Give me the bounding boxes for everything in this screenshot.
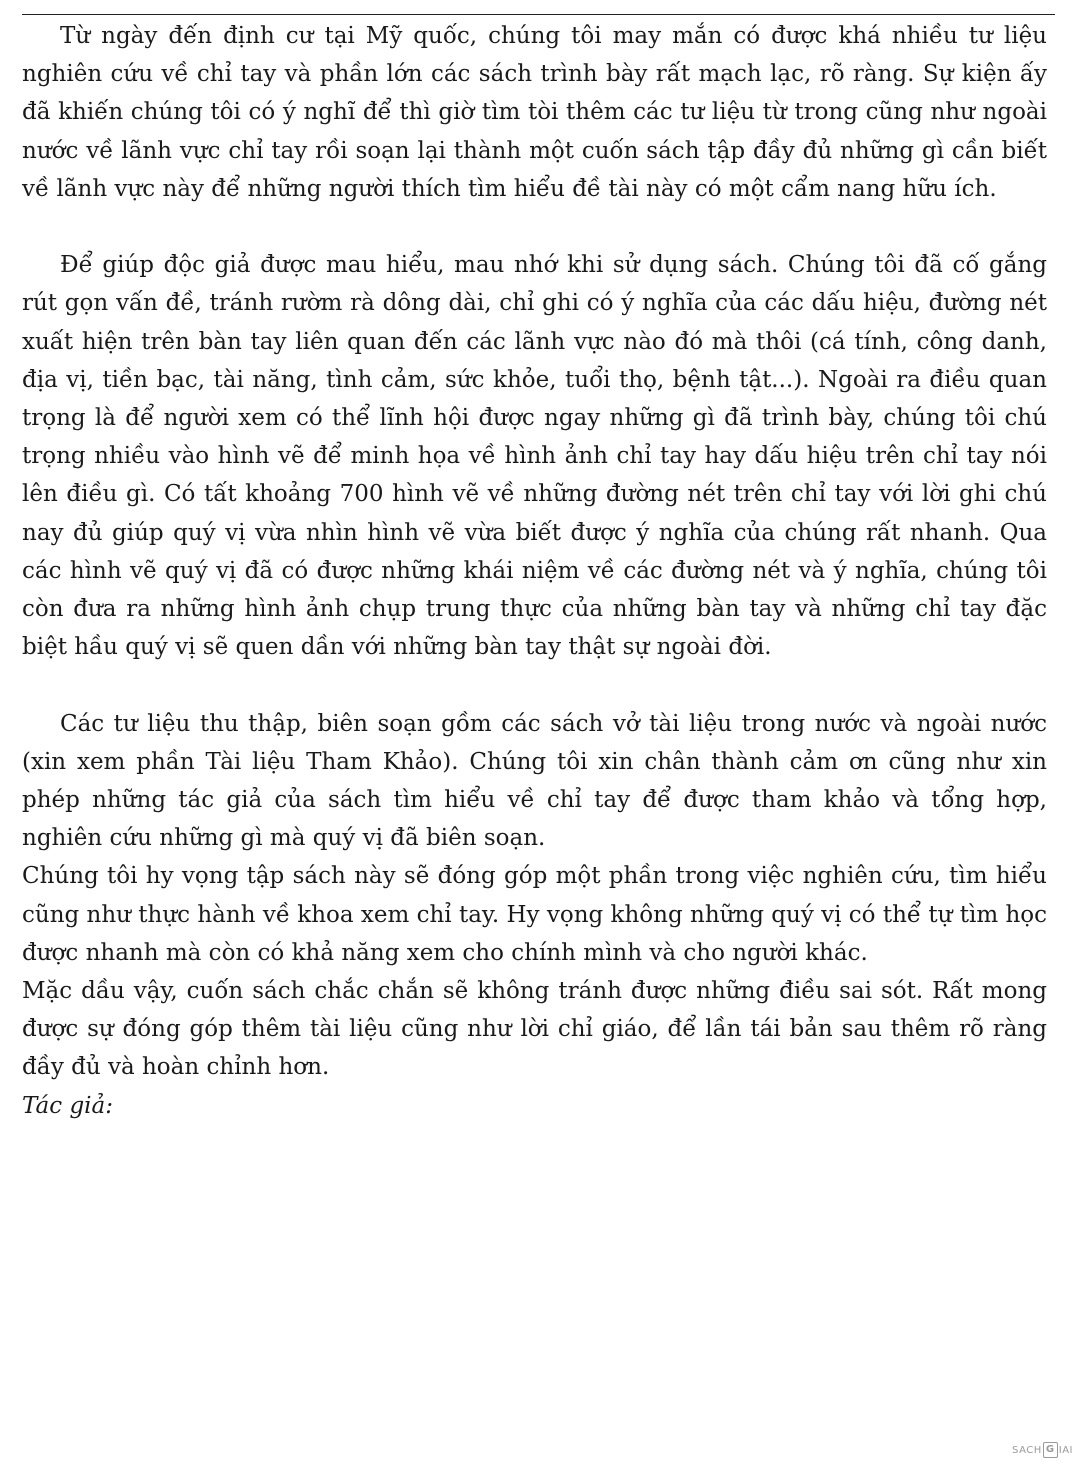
paragraph-hope: Chúng tôi hy vọng tập sách này sẽ đóng góp một phần trong việc nghiên cứu, tìm hiểu cũng như thực hành về khoa xem chỉ tay. Hy vọng không những quý vị có thể tự tìm học được nhanh mà còn có khả năng xem cho chính mình và cho người khác. [22,863,1047,966]
paragraph-errata: Mặc dầu vậy, cuốn sách chắc chắn sẽ không tránh được những điều sai sót. Rất mong được sự đóng góp thêm tài liệu cũng như lời chỉ giáo, để lần tái bản sau thêm rõ ràng đầy đủ và hoàn chỉnh hơn. [22,978,1047,1081]
paragraph-gap [22,666,1047,704]
document-body [22,17,1047,1125]
paragraph-method: Để giúp độc giả được mau hiểu, mau nhớ khi sử dụng sách. Chúng tôi đã cố gắng rút gọn vấn đề, tránh rườm rà dông dài, chỉ ghi có ý nghĩa của các dấu hiệu, đường nét xuất hiện trên bàn tay liên quan đến các lãnh vực nào đó mà thôi (cá tính, công danh, địa vị, tiền bạc, tài năng, tình cảm, sức khỏe, tuổi thọ, bệnh tật...). Ngoài ra điều quan trọng là để người xem có thể lĩnh hội được ngay những gì đã trình bày, chúng tôi chú trọng nhiều vào hình vẽ để minh họa về hình ảnh chỉ tay hay dấu hiệu trên chỉ tay nói lên điều gì. Có tất khoảng 700 hình vẽ về những đường nét trên chỉ tay với lời ghi chú nay đủ giúp quý vị vừa nhìn hình vẽ vừa biết được ý nghĩa của chúng rất nhanh. Qua các hình vẽ quý vị đã có được những khái niệm về các đường nét và ý nghĩa, chúng tôi còn đưa ra những hình ảnh chụp trung thực của những bàn tay và những chỉ tay đặc biệt hầu quý vị sẽ quen dần với những bàn tay thật sự ngoài đời. [22,252,1047,661]
top-rule [22,14,1055,15]
paragraph-sources: Các tư liệu thu thập, biên soạn gồm các sách vở tài liệu trong nước và ngoài nước (xin xem phần Tài liệu Tham Khảo). Chúng tôi xin chân thành cảm ơn cũng như xin phép những tác giả của sách tìm hiểu về chỉ tay để được tham khảo và tổng hợp, nghiên cứu những gì mà quý vị đã biên soạn. [22,710,1047,852]
author-signature: Tác giả: [22,1092,114,1119]
watermark-prefix: SACH [1012,1444,1042,1456]
watermark-logo-icon: G [1043,1442,1058,1458]
paragraph-intro: Từ ngày đến định cư tại Mỹ quốc, chúng tôi may mắn có được khá nhiều tư liệu nghiên cứu về chỉ tay và phần lớn các sách trình bày rất mạch lạc, rõ ràng. Sự kiện ấy đã khiến chúng tôi có ý nghĩ để thì giờ tìm tòi thêm các tư liệu từ trong cũng như ngoài nước về lãnh vực chỉ tay rồi soạn lại thành một cuốn sách tập đầy đủ những gì cần biết về lãnh vực này để những người thích tìm hiểu đề tài này có một cẩm nang hữu ích. [22,23,1047,202]
watermark-suffix: IAI [1058,1444,1073,1456]
paragraph-gap [22,208,1047,246]
sachgiai-watermark [1012,1442,1073,1458]
